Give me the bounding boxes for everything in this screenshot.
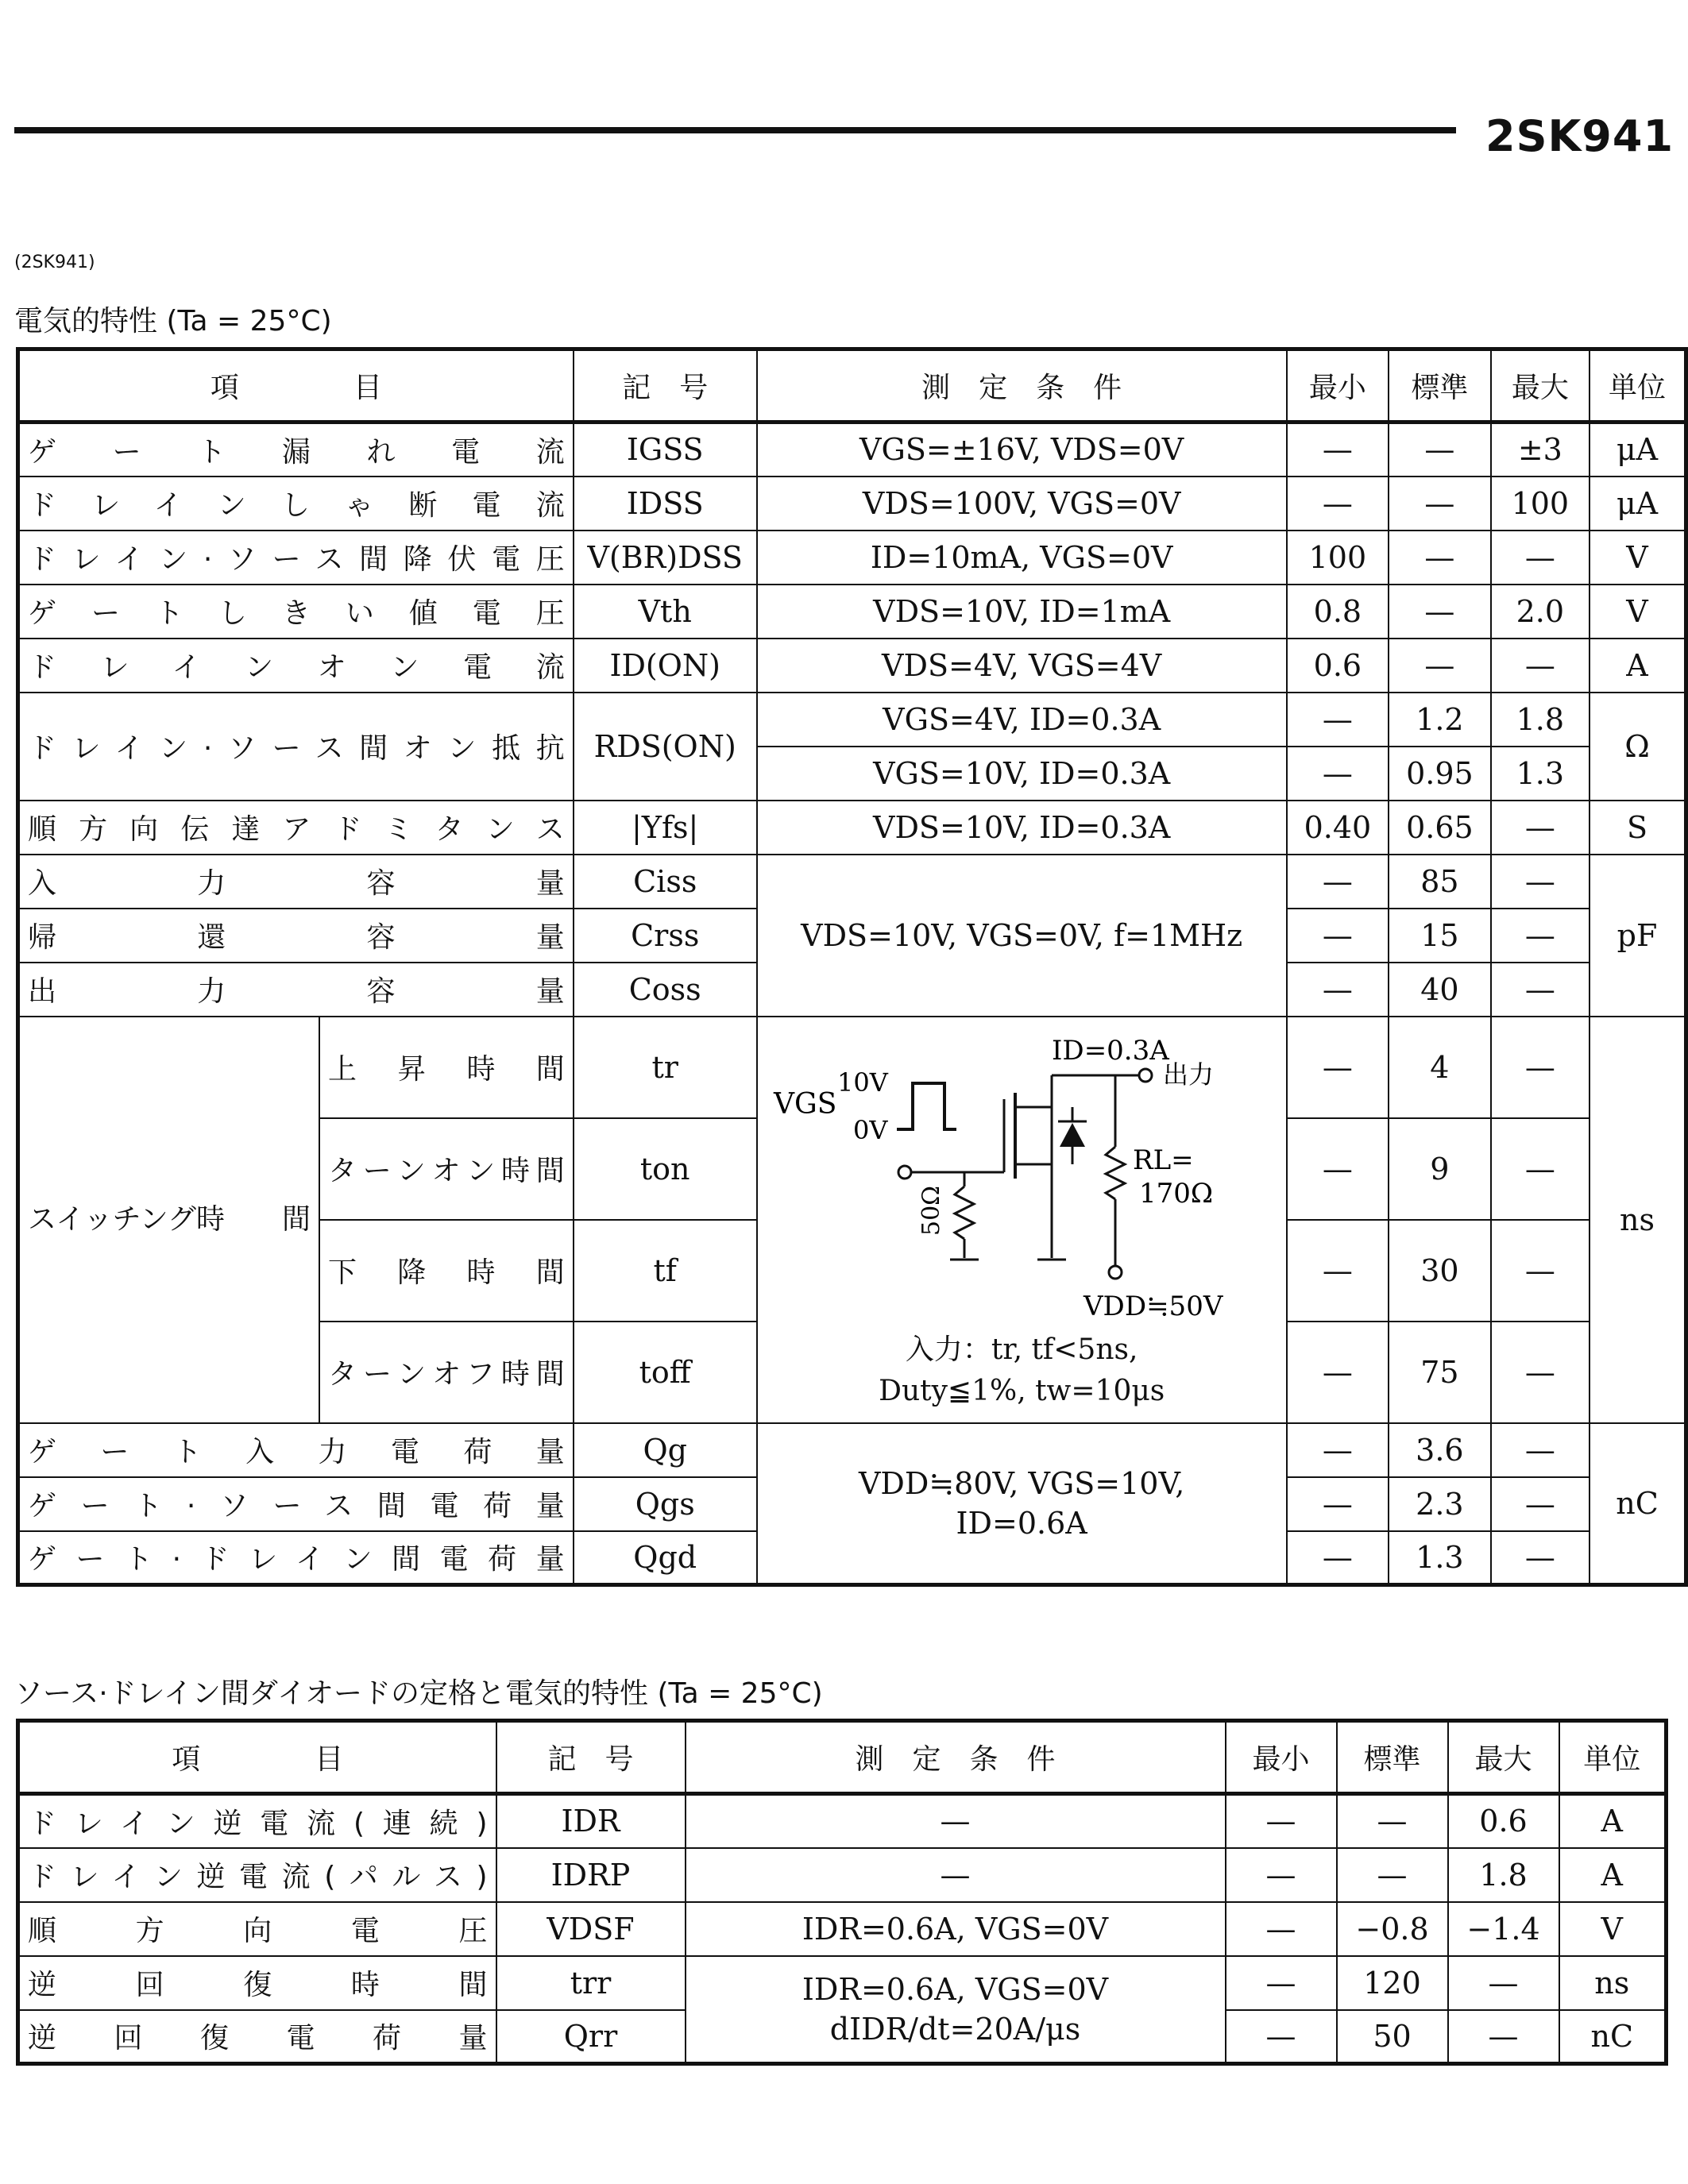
symbol: Vth [574,585,757,639]
header-conditions: 測 定 条 件 [757,349,1287,423]
table-row [18,801,1686,855]
unit: A [1590,639,1686,693]
min-value: — [1287,1118,1389,1220]
max-value: — [1491,963,1590,1017]
max-value: — [1491,1423,1590,1477]
condition: ID=10mA, VGS=0V [757,531,1287,585]
max-value: — [1491,639,1590,693]
typ-value: 40 [1389,963,1491,1017]
unit: nC [1590,1423,1686,1585]
switching-time-label: スイッチング時 間 [18,1017,320,1423]
item-label: ゲート·ドレイン間電荷量 [18,1531,574,1585]
symbol: |Yfs| [574,801,757,855]
condition: — [686,1794,1226,1848]
header-max: 最大 [1448,1721,1559,1794]
recovery-condition-line-1: IDR=0.6A, VGS=0V [802,1971,1109,2007]
item-label: 上昇時間 [319,1017,574,1118]
unit: A [1559,1848,1667,1902]
symbol: tr [574,1017,757,1118]
min-value: — [1287,1017,1389,1118]
symbol: IDSS [574,477,757,531]
table1-title: 電気的特性 (Ta = 25°C) [14,305,332,338]
table-row [18,1017,1686,1118]
circuit-vgs-label: VGS [773,1087,837,1121]
item-label: ターンオン時間 [319,1118,574,1220]
max-value: 1.3 [1491,747,1590,801]
max-value: — [1491,1322,1590,1423]
resistor-50-label: 50Ω [917,1185,945,1236]
recovery-condition-line-2: dIDR/dt=20A/μs [829,2011,1081,2047]
table-row [18,477,1686,531]
item-label: 入力容量 [18,855,574,909]
condition: VGS=10V, ID=0.3A [757,747,1287,801]
symbol: Qrr [496,2010,686,2064]
symbol: tf [574,1220,757,1322]
item-label: ドレイン逆電流(連続) [18,1794,496,1848]
circuit-rl-label: RL= [1132,1144,1194,1176]
unit: Ω [1590,693,1686,801]
min-value: — [1287,747,1389,801]
max-value: — [1491,1477,1590,1531]
part-number-small: (2SK941) [14,253,95,272]
item-label: ドレイン逆電流(パルス) [18,1848,496,1902]
load-resistor [1106,1147,1125,1199]
header-symbol: 記 号 [496,1721,686,1794]
symbol: Qgd [574,1531,757,1585]
max-value: — [1448,1956,1559,2010]
typ-value: 9 [1389,1118,1491,1220]
switching-note-1: 入力：tr, tf<5ns, [905,1333,1138,1366]
charge-condition-line-1: VDD≒80V, VGS=10V, [858,1465,1185,1501]
symbol: toff [574,1322,757,1423]
unit: ns [1559,1956,1667,2010]
input-terminal [898,1166,911,1179]
part-number: 2SK941 [1485,111,1674,161]
symbol: ton [574,1118,757,1220]
switching-note-2: Duty≦1%, tw=10μs [879,1374,1165,1407]
table2-title: ソース·ドレイン間ダイオードの定格と電気的特性 (Ta = 25°C) [14,1677,823,1710]
min-value: — [1287,423,1389,477]
circuit-0v-label: 0V [852,1114,888,1145]
table-row [18,1423,1686,1477]
max-value: 100 [1491,477,1590,531]
min-value: — [1287,1531,1389,1585]
min-value: — [1226,1848,1337,1902]
symbol: VDSF [496,1902,686,1956]
item-label: 順方向伝達アドミタンス [18,801,574,855]
condition: VDS=100V, VGS=0V [757,477,1287,531]
typ-value: — [1337,1848,1448,1902]
max-value: — [1491,1220,1590,1322]
item-label: ドレインしゃ断電流 [18,477,574,531]
item-label: 出力容量 [18,963,574,1017]
min-value: — [1287,1477,1389,1531]
min-value: 0.8 [1287,585,1389,639]
min-value: — [1226,1956,1337,2010]
header-item: 項 目 [18,349,574,423]
min-value: — [1287,477,1389,531]
typ-value: — [1389,477,1491,531]
symbol: Qg [574,1423,757,1477]
max-value: 1.8 [1491,693,1590,747]
condition: VDS=4V, VGS=4V [757,639,1287,693]
table-row [18,423,1686,477]
item-label: 順方向電圧 [18,1902,496,1956]
min-value: — [1287,963,1389,1017]
item-label: 下降時間 [319,1220,574,1322]
typ-value: 50 [1337,2010,1448,2064]
condition: VDS=10V, ID=0.3A [757,801,1287,855]
unit: V [1590,531,1686,585]
typ-value: — [1389,423,1491,477]
unit: ns [1590,1017,1686,1423]
item-label: ドレイン·ソース間オン抵抗 [18,693,574,801]
condition: IDR=0.6A, VGS=0V [686,1902,1226,1956]
max-value: 2.0 [1491,585,1590,639]
min-value: — [1226,1794,1337,1848]
condition: — [686,1848,1226,1902]
item-label: ゲート入力電荷量 [18,1423,574,1477]
unit: S [1590,801,1686,855]
min-value: — [1287,1220,1389,1322]
header-unit: 単位 [1590,349,1686,423]
diode-characteristics-table [16,1719,1668,2066]
typ-value: 3.6 [1389,1423,1491,1477]
typ-value: 15 [1389,909,1491,963]
item-label: ターンオフ時間 [319,1322,574,1423]
max-value: −1.4 [1448,1902,1559,1956]
symbol: IDR [496,1794,686,1848]
circuit-vdd-label: VDD≒50V [1083,1290,1223,1322]
header-max: 最大 [1491,349,1590,423]
item-label: ドレイン·ソース間降伏電圧 [18,531,574,585]
item-label: ドレインオン電流 [18,639,574,693]
unit: nC [1559,2010,1667,2064]
table-row [18,1794,1667,1848]
symbol: IDRP [496,1848,686,1902]
symbol: Ciss [574,855,757,909]
circuit-10v-label: 10V [836,1067,888,1098]
min-value: 100 [1287,531,1389,585]
item-label: 帰還容量 [18,909,574,963]
header-rule [14,127,1456,133]
typ-value: 4 [1389,1017,1491,1118]
typ-value: −0.8 [1337,1902,1448,1956]
item-label: 逆回復時間 [18,1956,496,2010]
min-value: 0.40 [1287,801,1389,855]
table-row [18,639,1686,693]
max-value: — [1491,1118,1590,1220]
table-row [18,1956,1667,2010]
output-terminal [1139,1069,1152,1082]
header-conditions: 測 定 条 件 [686,1721,1226,1794]
item-label: ゲート漏れ電流 [18,423,574,477]
typ-value: — [1337,1794,1448,1848]
circuit-rl-value: 170Ω [1138,1177,1213,1210]
circuit-output-label: 出力 [1162,1059,1214,1090]
typ-value: 1.3 [1389,1531,1491,1585]
header-symbol: 記 号 [574,349,757,423]
typ-value: 2.3 [1389,1477,1491,1531]
unit: A [1559,1794,1667,1848]
typ-value: 1.2 [1389,693,1491,747]
table-row [18,585,1686,639]
symbol: V(BR)DSS [574,531,757,585]
max-value: — [1491,531,1590,585]
symbol: trr [496,1956,686,2010]
table-row [18,693,1686,747]
vdd-terminal [1109,1266,1122,1279]
item-label: ゲートしきい値電圧 [18,585,574,639]
symbol: RDS(ON) [574,693,757,801]
circuit-id-label: ID=0.3A [1051,1034,1169,1067]
electrical-characteristics-table [16,347,1688,1587]
symbol: ID(ON) [574,639,757,693]
max-value: — [1491,855,1590,909]
typ-value: 85 [1389,855,1491,909]
unit: pF [1590,855,1686,1017]
typ-value: 0.65 [1389,801,1491,855]
min-value: — [1287,1423,1389,1477]
table-row [18,855,1686,909]
max-value: — [1491,801,1590,855]
table-row [18,1902,1667,1956]
unit: V [1559,1902,1667,1956]
header-min: 最小 [1226,1721,1337,1794]
body-diode [1060,1123,1085,1147]
typ-value: 120 [1337,1956,1448,2010]
condition: VGS=4V, ID=0.3A [757,693,1287,747]
header-typ: 標準 [1337,1721,1448,1794]
condition: VGS=±16V, VDS=0V [757,423,1287,477]
header-typ: 標準 [1389,349,1491,423]
pulse-waveform [897,1083,956,1129]
table-header-row [18,1721,1667,1794]
typ-value: 75 [1389,1322,1491,1423]
min-value: — [1287,909,1389,963]
typ-value: 0.95 [1389,747,1491,801]
max-value: — [1491,1017,1590,1118]
typ-value: — [1389,585,1491,639]
max-value: — [1491,909,1590,963]
item-label: 逆回復電荷量 [18,2010,496,2064]
min-value: — [1226,2010,1337,2064]
condition [686,1956,1226,2064]
unit: μA [1590,477,1686,531]
min-value: — [1287,693,1389,747]
condition [757,1423,1287,1585]
switching-test-circuit [757,1017,1287,1423]
min-value: — [1287,1322,1389,1423]
max-value: ±3 [1491,423,1590,477]
typ-value: — [1389,639,1491,693]
typ-value: 30 [1389,1220,1491,1322]
switching-circuit-diagram [766,1028,1258,1329]
condition: VDS=10V, ID=1mA [757,585,1287,639]
max-value: — [1491,1531,1590,1585]
typ-value: — [1389,531,1491,585]
max-value: 0.6 [1448,1794,1559,1848]
table-header-row [18,349,1686,423]
max-value: — [1448,2010,1559,2064]
charge-condition-line-2: ID=0.6A [956,1505,1087,1541]
unit: μA [1590,423,1686,477]
unit: V [1590,585,1686,639]
item-label: ゲート·ソース間電荷量 [18,1477,574,1531]
symbol: IGSS [574,423,757,477]
header-unit: 単位 [1559,1721,1667,1794]
condition: VDS=10V, VGS=0V, f=1MHz [757,855,1287,1017]
min-value: 0.6 [1287,639,1389,693]
symbol: Crss [574,909,757,963]
header-min: 最小 [1287,349,1389,423]
header-item: 項 目 [18,1721,496,1794]
resistor-50 [955,1187,974,1239]
min-value: — [1226,1902,1337,1956]
table-row [18,1848,1667,1902]
table-row [18,531,1686,585]
symbol: Qgs [574,1477,757,1531]
symbol: Coss [574,963,757,1017]
min-value: — [1287,855,1389,909]
max-value: 1.8 [1448,1848,1559,1902]
